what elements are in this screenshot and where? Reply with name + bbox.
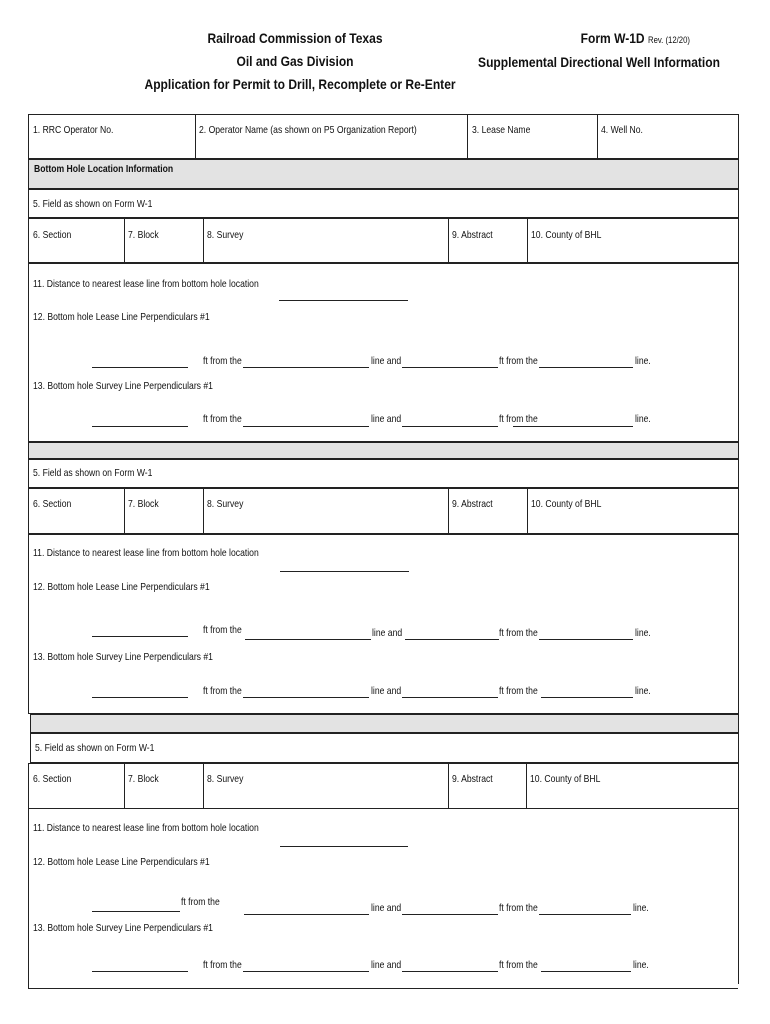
- division-title: Oil and Gas Division: [236, 53, 354, 69]
- form-revision: Rev. (12/20): [647, 35, 690, 45]
- survey-perp-ft-3a[interactable]: [92, 971, 188, 972]
- line-end-label: line.: [635, 355, 651, 367]
- lease-perp-ft-2a[interactable]: [92, 636, 188, 637]
- line-end-label: line.: [635, 627, 651, 639]
- survey-label-2: 8. Survey: [207, 498, 244, 510]
- survey-label-3: 8. Survey: [207, 773, 244, 785]
- section-label-1: 6. Section: [33, 229, 72, 241]
- distance-label-2: 11. Distance to nearest lease line from bottom hole location: [33, 547, 259, 559]
- abstract-label-2: 9. Abstract: [452, 498, 493, 510]
- ft-from-label: ft from the: [203, 624, 242, 636]
- lease-perp-ft-3a[interactable]: [92, 911, 180, 912]
- lease-perp-line-1b[interactable]: [539, 367, 633, 368]
- ft-from-label: ft from the: [499, 413, 538, 425]
- ft-from-label: ft from the: [499, 959, 538, 971]
- line-end-label: line.: [633, 959, 649, 971]
- bhl-section-title: Bottom Hole Location Information: [34, 163, 174, 175]
- lease-perp-ft-1a[interactable]: [92, 367, 188, 368]
- operator-no-label: 1. RRC Operator No.: [33, 124, 114, 136]
- lease-perp-line-2b[interactable]: [539, 639, 633, 640]
- distance-label-1: 11. Distance to nearest lease line from bottom hole location: [33, 278, 259, 290]
- agency-title: Railroad Commission of Texas: [207, 30, 383, 46]
- lease-perp-ft-2b[interactable]: [405, 639, 499, 640]
- line-and-label: line and: [371, 902, 402, 914]
- lease-perp-label-1: 12. Bottom hole Lease Line Perpendiculars #1: [33, 311, 210, 323]
- abstract-label-3: 9. Abstract: [452, 773, 493, 785]
- survey-perp-label-2: 13. Bottom hole Survey Line Perpendiculars #1: [33, 651, 213, 663]
- ft-from-label: ft from the: [203, 959, 242, 971]
- line-and-label: line and: [371, 355, 402, 367]
- line-and-label: line and: [371, 413, 402, 425]
- ft-from-label: ft from the: [181, 896, 220, 908]
- survey-perp-line-2a[interactable]: [243, 697, 369, 698]
- survey-perp-line-3a[interactable]: [243, 971, 369, 972]
- survey-perp-ft-2a[interactable]: [92, 697, 188, 698]
- lease-perp-line-2a[interactable]: [245, 639, 371, 640]
- survey-perp-label-3: 13. Bottom hole Survey Line Perpendiculars #1: [33, 922, 213, 934]
- form-number: [466, 30, 690, 46]
- field-label-3: 5. Field as shown on Form W-1: [35, 742, 155, 754]
- survey-perp-ft-1b[interactable]: [402, 426, 498, 427]
- line-end-label: line.: [635, 685, 651, 697]
- lease-name-label: 3. Lease Name: [472, 124, 531, 136]
- ft-from-label: ft from the: [203, 685, 242, 697]
- field-label-2: 5. Field as shown on Form W-1: [33, 467, 153, 479]
- survey-perp-ft-2b[interactable]: [402, 697, 498, 698]
- line-end-label: line.: [635, 413, 651, 425]
- form-title: Supplemental Directional Well Information: [478, 54, 720, 70]
- lease-perp-label-3: 12. Bottom hole Lease Line Perpendiculars #1: [33, 856, 210, 868]
- distance-blank-3[interactable]: [280, 846, 408, 847]
- ft-from-label: ft from the: [499, 685, 538, 697]
- operator-name-label: 2. Operator Name (as shown on P5 Organization Report): [199, 124, 417, 136]
- lease-perp-line-1a[interactable]: [243, 367, 369, 368]
- survey-perp-label-1: 13. Bottom hole Survey Line Perpendiculars #1: [33, 380, 213, 392]
- location-row-3: [28, 763, 739, 809]
- lease-perp-line-3a[interactable]: [244, 914, 369, 915]
- line-and-label: line and: [371, 959, 402, 971]
- ft-from-label: ft from the: [499, 355, 538, 367]
- location-row-2: [28, 488, 739, 534]
- form-number-text: Form W-1D: [580, 30, 645, 46]
- separator-band-1: [28, 442, 739, 459]
- line-end-label: line.: [633, 902, 649, 914]
- survey-perp-line-1a[interactable]: [243, 426, 369, 427]
- abstract-label-1: 9. Abstract: [452, 229, 493, 241]
- block-label-2: 7. Block: [128, 498, 159, 510]
- county-label-1: 10. County of BHL: [531, 229, 602, 241]
- field-label-1: 5. Field as shown on Form W-1: [33, 198, 153, 210]
- ft-from-label: ft from the: [203, 413, 242, 425]
- county-label-3: 10. County of BHL: [530, 773, 601, 785]
- lease-perp-ft-1b[interactable]: [402, 367, 498, 368]
- distance-blank-2[interactable]: [280, 571, 409, 572]
- survey-perp-line-3b[interactable]: [541, 971, 631, 972]
- form-bottom-border: [28, 988, 738, 989]
- ft-from-label: ft from the: [499, 627, 538, 639]
- lease-perp-ft-3b[interactable]: [402, 914, 498, 915]
- section-label-2: 6. Section: [33, 498, 72, 510]
- lease-perp-label-2: 12. Bottom hole Lease Line Perpendiculars #1: [33, 581, 210, 593]
- survey-perp-line-1b[interactable]: [513, 426, 633, 427]
- distance-blank-1[interactable]: [279, 300, 408, 301]
- ft-from-label: ft from the: [499, 902, 538, 914]
- line-and-label: line and: [371, 685, 402, 697]
- separator-band-2: [30, 714, 739, 733]
- survey-label-1: 8. Survey: [207, 229, 244, 241]
- section-label-3: 6. Section: [33, 773, 72, 785]
- application-title: Application for Permit to Drill, Recomplete or Re-Enter: [144, 76, 456, 92]
- block-label-3: 7. Block: [128, 773, 159, 785]
- county-label-2: 10. County of BHL: [531, 498, 602, 510]
- survey-perp-ft-3b[interactable]: [402, 971, 498, 972]
- well-no-label: 4. Well No.: [601, 124, 643, 136]
- survey-perp-line-2b[interactable]: [541, 697, 633, 698]
- lease-perp-line-3b[interactable]: [539, 914, 631, 915]
- ft-from-label: ft from the: [203, 355, 242, 367]
- operator-info-row: [28, 114, 739, 159]
- survey-perp-ft-1a[interactable]: [92, 426, 188, 427]
- line-and-label: line and: [372, 627, 403, 639]
- distance-label-3: 11. Distance to nearest lease line from bottom hole location: [33, 822, 259, 834]
- block-label-1: 7. Block: [128, 229, 159, 241]
